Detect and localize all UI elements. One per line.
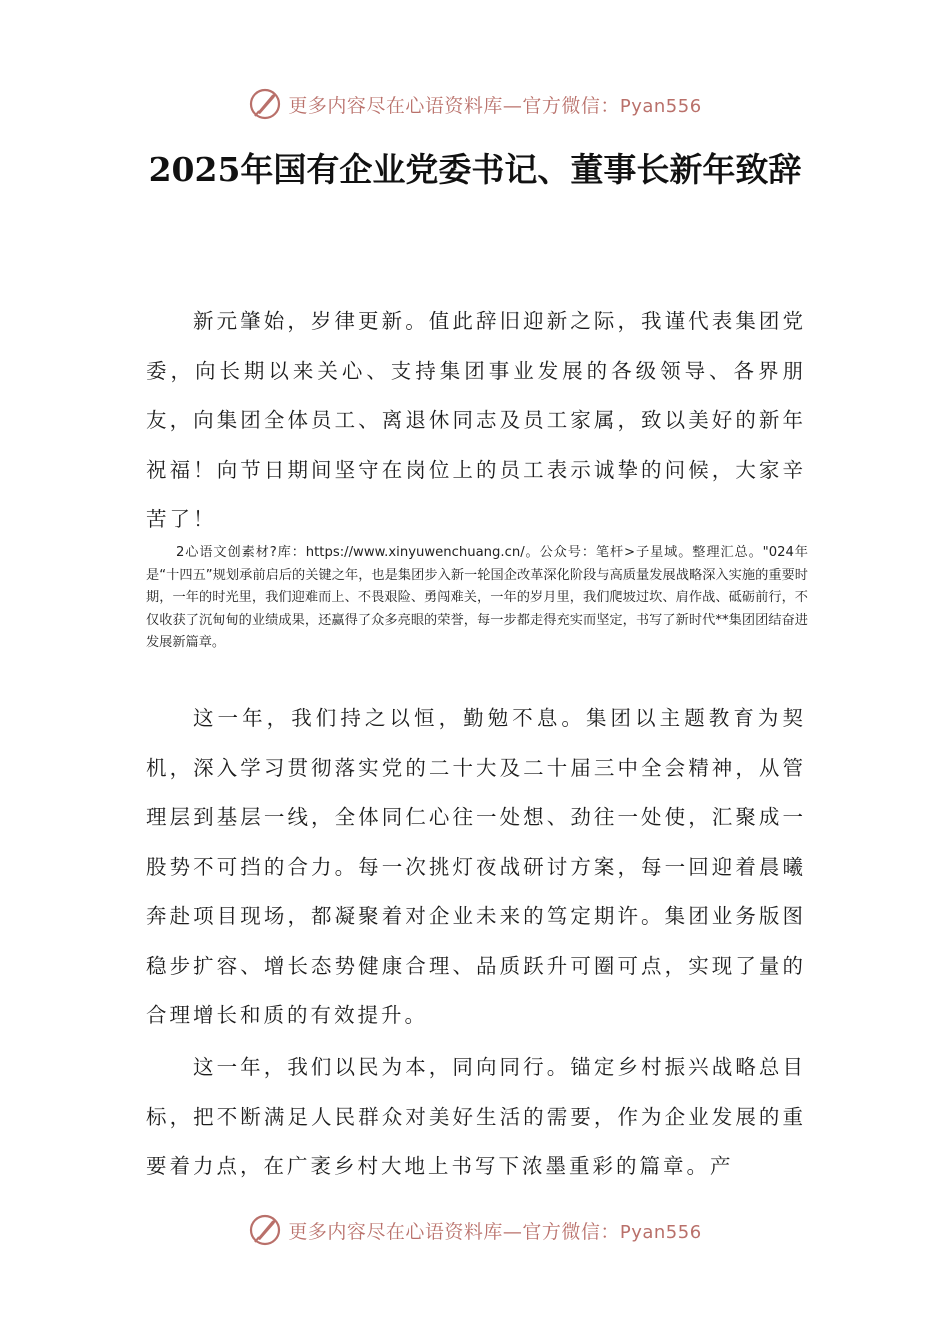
watermark-text: 更多内容尽在心语资料库—官方微信：Pyan556 <box>288 94 702 117</box>
watermark-banner-top <box>0 82 950 126</box>
quill-pen-logo-icon <box>248 87 282 121</box>
wechat-id: Pyan556 <box>619 1221 702 1243</box>
watermark-banner-bottom <box>0 1208 950 1252</box>
paragraph-greeting: 新元肇始，岁律更新。值此辞旧迎新之际，我谨代表集团党委，向长期以来关心、支持集团事业发展的各级领导、各界朋友，向集团全体员工、离退休同志及员工家属，致以美好的新年祝福！向节日期间坚守在岗位上的员工表示诚挚的问候，大家辛苦了！ <box>146 309 806 531</box>
wechat-id: Pyan556 <box>619 95 702 117</box>
paragraph-people-first: 这一年，我们以民为本，同向同行。锚定乡村振兴战略总目标，把不断满足人民群众对美好生活的需要，作为企业发展的重要着力点，在广袤乡村大地上书写下浓墨重彩的篇章。产 <box>146 1055 806 1178</box>
paragraph-year-review: 2心语文创素材?库：https://www.xinyuwenchuang.cn/。公众号：笔杆>子星域。整理汇总。"024年是“十四五”规划承前启后的关键之年，也是集团步入新一轮国企改革深化阶段与高质量发展战略深入实施的重要时期，一年的时光里，我们迎难而上、不畏艰险、勇闯难关，一年的岁月里，我们爬坡过坎、肩作战、砥砺前行，不仅收获了沉甸甸的业绩成果，还赢得了众多亮眼的荣誉，每一步都走得充实而坚定，书写了新时代**集团团结奋进发展新篇章。 <box>146 545 808 651</box>
quill-pen-logo-icon <box>248 1213 282 1247</box>
paragraph-perseverance: 这一年，我们持之以恒，勤勉不息。集团以主题教育为契机，深入学习贯彻落实党的二十大及二十届三中全会精神，从管理层到基层一线，全体同仁心往一处想、劲往一处使，汇聚成一股势不可挡的合力。每一次挑灯夜战研讨方案，每一回迎着晨曦奔赴项目现场，都凝聚着对企业未来的笃定期许。集团业务版图稳步扩容、增长态势健康合理、品质跃升可圈可点，实现了量的合理增长和质的有效提升。 <box>146 706 806 1027</box>
document-title: 2025年国有企业党委书记、董事长新年致辞 <box>148 150 802 189</box>
watermark-text: 更多内容尽在心语资料库—官方微信：Pyan556 <box>288 1220 702 1243</box>
